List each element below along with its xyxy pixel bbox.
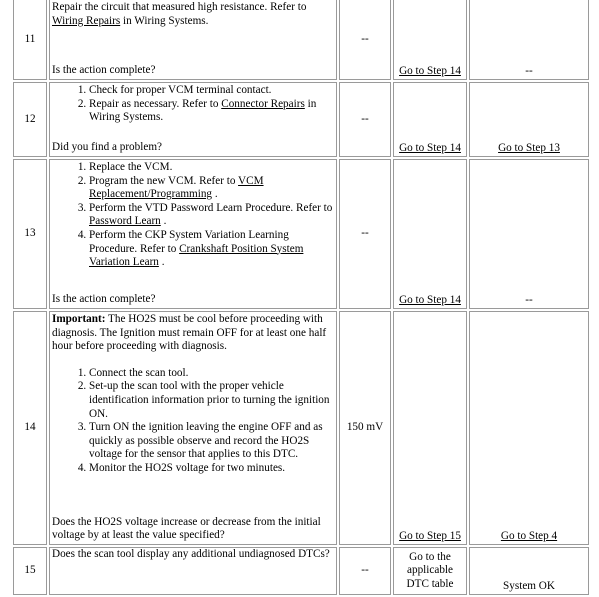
list-item: 2. Set-up the scan tool with the proper vehicle identification information prior to turning the ignition ON. [89,380,334,421]
go-to-step-14-link[interactable]: Go to Step 14 [399,294,461,307]
diagnostic-table-frame [11,0,582,594]
yes-cell: Go to the applicable DTC table [393,547,467,595]
yes-cell [393,311,467,545]
action-question: Does the HO2S voltage increase or decrease from the initial voltage by at least the value specified? [52,515,321,542]
list-item: 2. Repair as necessary. Refer to Connector Repairs in Wiring Systems. [89,98,334,125]
ckp-variation-learn-link[interactable]: Crankshaft Position System Variation Learn [89,242,304,269]
no-cell [469,311,589,545]
list-item: 1. Connect the scan tool. [89,367,334,381]
yes-cell [393,0,467,80]
list-item: 1. Check for proper VCM terminal contact. [89,84,334,98]
go-to-step-4-link[interactable]: Go to Step 4 [500,530,558,543]
action-steps-list [52,161,334,270]
list-item: 3. Perform the VTD Password Learn Procedure. Refer to Password Learn . [89,202,334,229]
action-cell [49,0,337,80]
table-row [13,82,589,157]
important-label: Important: [52,313,106,325]
action-cell [49,159,337,309]
value-cell: 150 mV [339,311,391,545]
action-cell [49,82,337,157]
no-cell: System OK [469,547,589,595]
step-number: 11 [13,0,47,80]
step-number: 13 [13,159,47,309]
connector-repairs-link[interactable]: Connector Repairs [221,97,305,110]
list-item: 3. Turn ON the ignition leaving the engine OFF and as quickly as possible observe and record the HO2S voltage for the sensor that applies to this DTC. [89,421,334,462]
go-to-step-14-link[interactable]: Go to Step 14 [399,142,461,155]
action-steps-list [52,84,334,125]
table-row [13,547,589,595]
step-number: 15 [13,547,47,595]
diagnostic-table [11,0,591,597]
value-cell: -- [339,82,391,157]
value-cell: -- [339,0,391,80]
no-cell: -- [469,159,589,309]
step-number: 12 [13,82,47,157]
no-cell [469,82,589,157]
action-cell [49,547,337,595]
action-text: in Wiring Systems. [120,14,209,27]
yes-cell [393,82,467,157]
go-to-step-13-link[interactable]: Go to Step 13 [498,142,560,155]
go-to-step-14-link[interactable]: Go to Step 14 [399,65,461,78]
important-note: Important: The HO2S must be cool before proceeding with diagnosis. The Ignition must remain OFF for at least one half hour before proceeding with diagnosis. [52,313,327,353]
list-item: 2. Program the new VCM. Refer to VCM Replacement/Programming . [89,175,334,202]
action-steps-list [52,367,334,476]
vcm-replacement-programming-link[interactable]: VCM Replacement/Programming [89,174,264,201]
list-item: 1. Replace the VCM. [89,161,334,175]
password-learn-link[interactable]: Password Learn [89,215,161,228]
action-question: Does the scan tool display any additional undiagnosed DTCs? [52,548,330,560]
action-cell [49,311,337,545]
action-question: Did you find a problem? [52,141,162,154]
step-number: 14 [13,311,47,545]
table-row [13,159,589,309]
value-cell: -- [339,159,391,309]
table-row [13,0,589,80]
value-cell: -- [339,547,391,595]
no-cell: -- [469,0,589,80]
action-question: Is the action complete? [52,293,156,306]
action-text: Repair the circuit that measured high resistance. Refer to [52,1,307,13]
action-question: Is the action complete? [52,64,156,77]
list-item: 4. Monitor the HO2S voltage for two minutes. [89,462,334,476]
yes-cell [393,159,467,309]
list-item: 4. Perform the CKP System Variation Learning Procedure. Refer to Crankshaft Position System Variation Learn . [89,229,334,270]
table-row [13,311,589,545]
wiring-repairs-link[interactable]: Wiring Repairs [52,14,121,27]
go-to-step-15-link[interactable]: Go to Step 15 [399,530,461,543]
